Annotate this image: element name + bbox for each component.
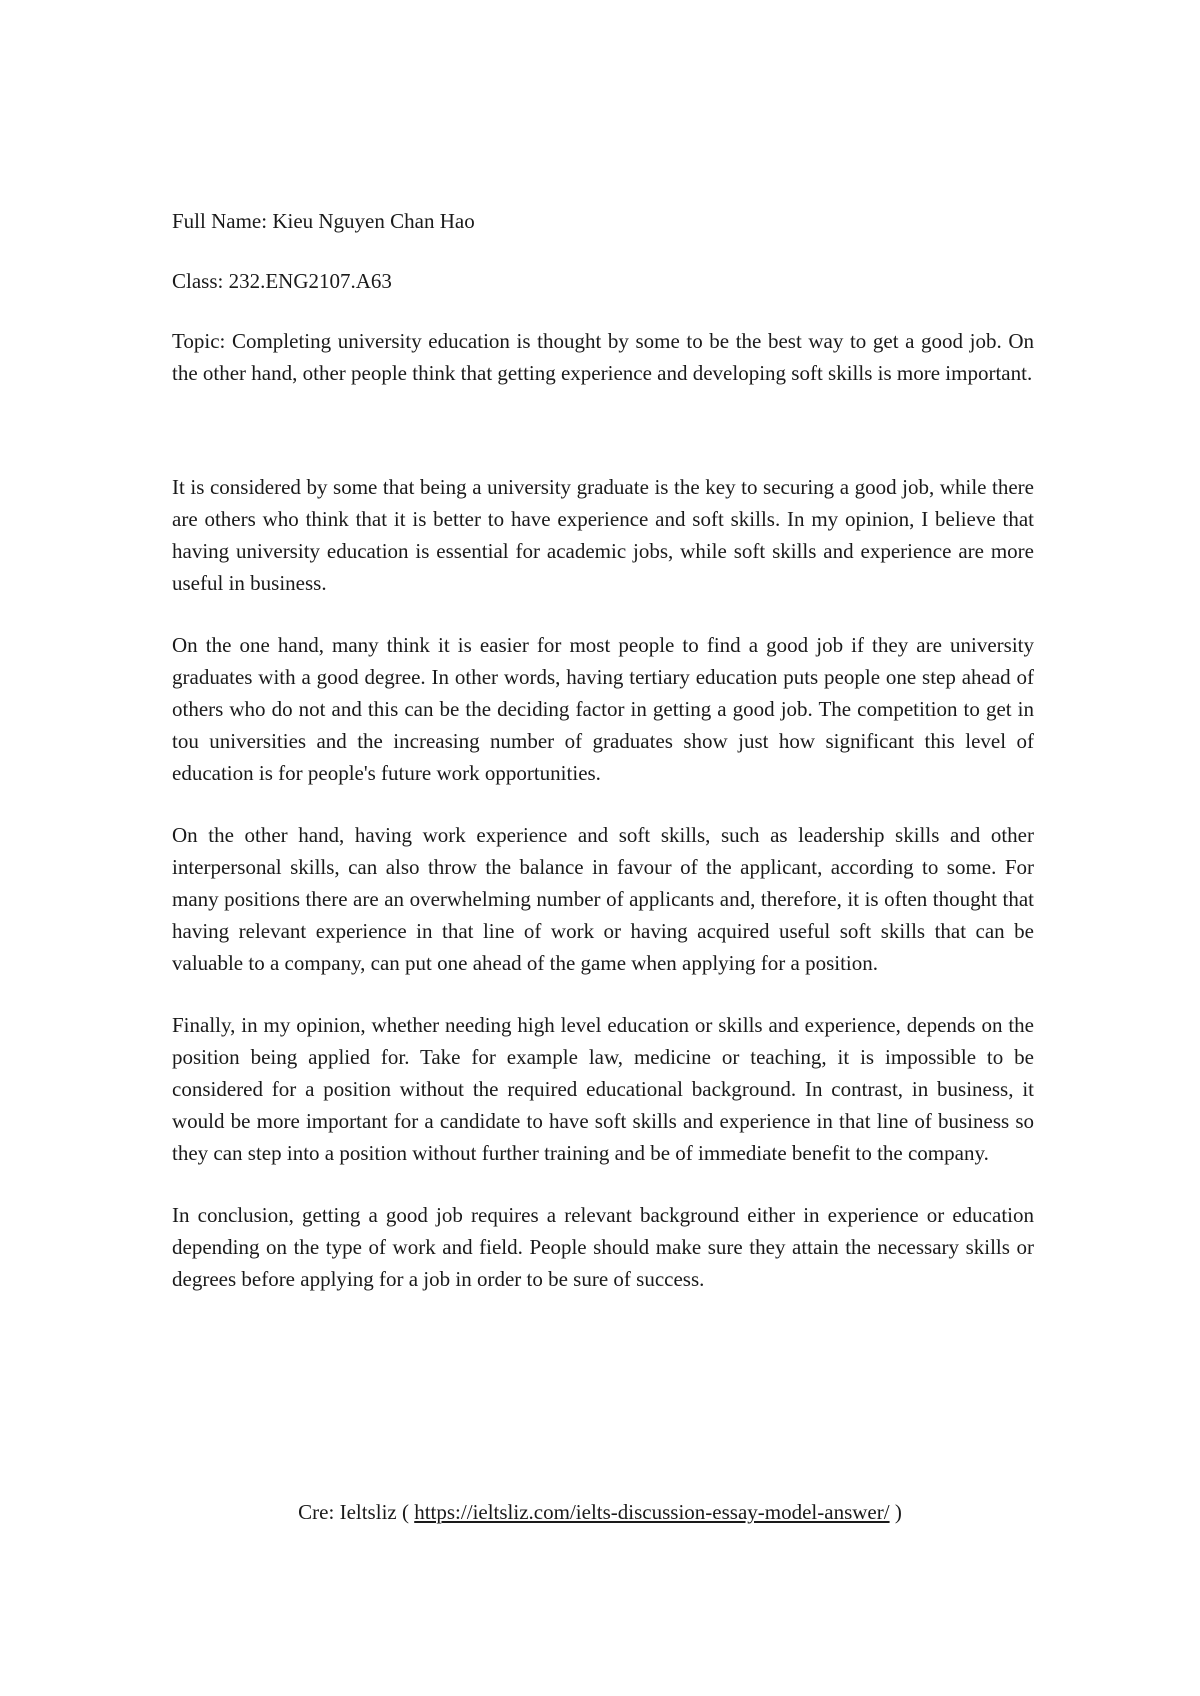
topic-paragraph: Topic: Completing university education is thought by some to be the best way to get a good job. On the other hand, other people think that getting experience and developing soft skills is more important. <box>172 329 1034 385</box>
essay-body-paragraph-1: On the one hand, many think it is easier for most people to find a good job if they are university graduates with a good degree. In other words, having tertiary education puts people one step ahead of others who do not and this can be the deciding factor in getting a good job. The competition to get in tou universities and the increasing number of graduates show just how significant this level of education is for people's future work opportunities. <box>172 633 1034 785</box>
essay-conclusion: In conclusion, getting a good job requires a relevant background either in experience or education depending on the type of work and field. People should make sure they attain the necessary skills or degrees before applying for a job in order to be sure of success. <box>172 1203 1034 1291</box>
source-link[interactable]: https://ieltsliz.com/ielts-discussion-essay-model-answer/ <box>414 1500 890 1524</box>
class-line: Class: 232.ENG2107.A63 <box>172 269 392 293</box>
source-credit <box>0 1496 1200 1528</box>
essay-opinion-paragraph: Finally, in my opinion, whether needing high level education or skills and experience, depends on the position being applied for. Take for example law, medicine or teaching, it is impossible to be considered for a position without the required educational background. In contrast, in business, it would be more important for a candidate to have soft skills and experience in that line of business so they can step into a position without further training and be of immediate benefit to the company. <box>172 1013 1034 1165</box>
credit-suffix: ) <box>889 1500 902 1524</box>
document-page <box>172 205 1034 1325</box>
credit-prefix: Cre: Ieltsliz ( <box>298 1500 415 1524</box>
full-name-line: Full Name: Kieu Nguyen Chan Hao <box>172 209 475 233</box>
essay-introduction: It is considered by some that being a university graduate is the key to securing a good job, while there are others who think that it is better to have experience and soft skills. In my opinion, I believe that having university education is essential for academic jobs, while soft skills and experience are more useful in business. <box>172 475 1034 595</box>
essay-body-paragraph-2: On the other hand, having work experience and soft skills, such as leadership skills and other interpersonal skills, can also throw the balance in favour of the applicant, according to some. For many positions there are an overwhelming number of applicants and, therefore, it is often thought that having relevant experience in that line of work or having acquired useful soft skills that can be valuable to a company, can put one ahead of the game when applying for a position. <box>172 823 1034 975</box>
